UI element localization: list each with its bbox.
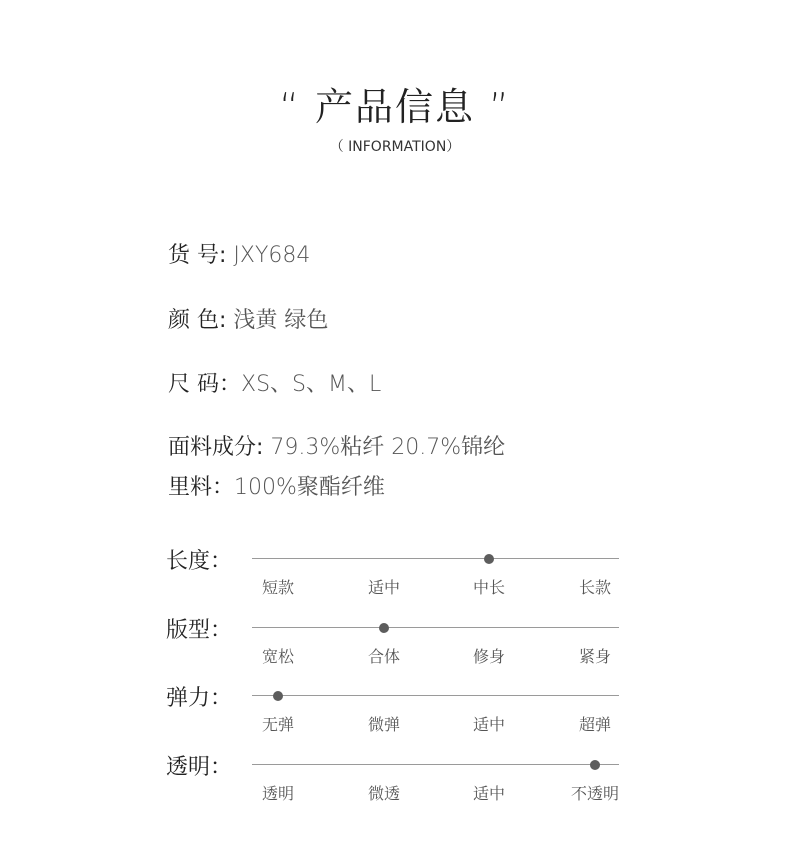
info-value: JXY684 [226, 243, 311, 268]
page-subtitle: （ INFORMATION） [329, 139, 461, 155]
info-label: 面料成分: [168, 435, 264, 460]
info-row-color [168, 303, 328, 334]
scale-option: 透明 [261, 784, 294, 803]
scale-label-elasticity: 弹力： [166, 686, 233, 711]
scale-track-transparency [252, 764, 619, 765]
info-row-fabric [168, 430, 505, 461]
scale-option: 无弹 [261, 715, 294, 734]
scale-option: 超弹 [578, 715, 611, 734]
info-row-size [168, 367, 381, 398]
scale-option: 微透 [367, 784, 400, 803]
scale-track-fit [252, 627, 619, 628]
scale-marker-elasticity [273, 691, 283, 701]
info-label: 颜 色: [168, 308, 227, 333]
page-title: “ 产品信息 ” [279, 85, 511, 129]
scale-option: 适中 [367, 578, 400, 597]
scale-option: 长款 [578, 578, 611, 597]
info-value: 100%聚酯纤维 [234, 475, 385, 500]
info-label: 里料： [168, 475, 235, 500]
scale-label-length: 长度： [166, 549, 233, 574]
scale-option: 不透明 [570, 784, 619, 803]
scale-track-elasticity [252, 695, 619, 696]
scale-option: 紧身 [578, 647, 611, 666]
scale-option: 微弹 [367, 715, 400, 734]
info-row-lining [168, 470, 385, 501]
scale-option: 中长 [472, 578, 505, 597]
scale-label-fit: 版型： [166, 618, 233, 643]
info-value: 浅黄 绿色 [226, 308, 329, 333]
scale-option: 宽松 [261, 647, 294, 666]
info-value: XS、S、M、L [241, 372, 382, 397]
scale-track-length [252, 558, 619, 559]
scale-option: 适中 [472, 784, 505, 803]
info-row-item-number [168, 238, 310, 269]
scale-marker-fit [379, 623, 389, 633]
info-label: 货 号: [168, 243, 227, 268]
scale-option: 短款 [261, 578, 294, 597]
scale-option: 合体 [367, 647, 400, 666]
scale-option: 适中 [472, 715, 505, 734]
info-label: 尺 码： [168, 372, 241, 397]
info-value: 79.3%粘纤 20.7%锦纶 [263, 435, 506, 460]
scale-label-transparency: 透明： [166, 755, 233, 780]
scale-option: 修身 [472, 647, 505, 666]
scale-marker-transparency [590, 760, 600, 770]
scale-marker-length [484, 554, 494, 564]
